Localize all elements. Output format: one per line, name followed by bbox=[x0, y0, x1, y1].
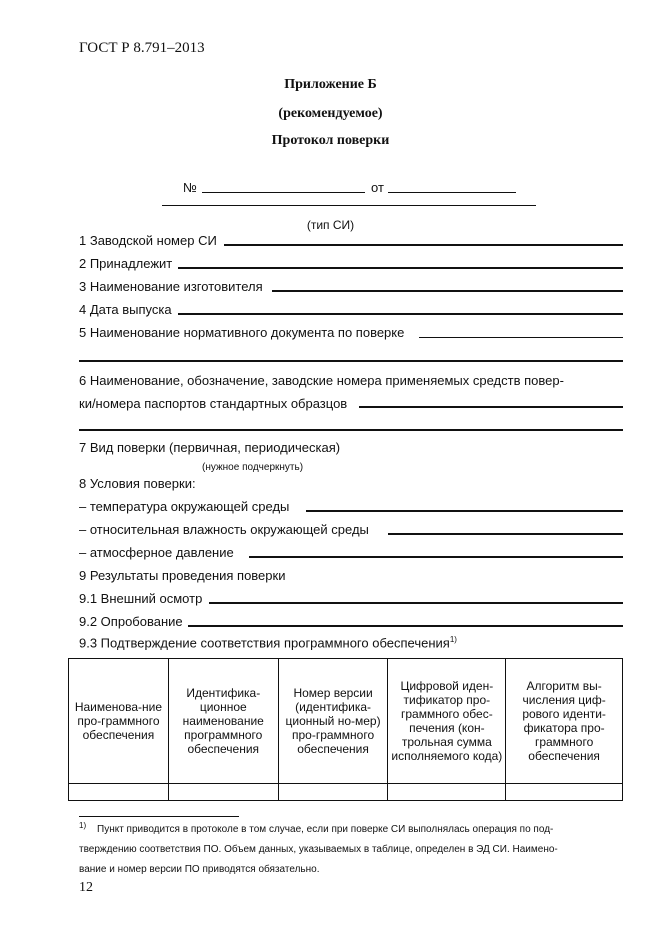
col-identification-name: Идентифика-ционное наименование программного обеспечения bbox=[168, 659, 278, 784]
standard-code: ГОСТ Р 8.791–2013 bbox=[79, 40, 205, 56]
footnote-marker: 1) bbox=[79, 821, 87, 830]
item-verification-type: 7 Вид поверки (первичная, периодическая) bbox=[79, 440, 341, 455]
footnote-line-2: тверждению соответствия ПО. Объем данных, указываемых в таблице, определен в ЭД СИ. Наимено- bbox=[79, 844, 558, 855]
manufacturer-field[interactable] bbox=[272, 290, 623, 292]
cell-identification-name[interactable] bbox=[168, 784, 278, 801]
release-date-field[interactable] bbox=[178, 313, 623, 315]
cell-digital-identifier[interactable] bbox=[388, 784, 506, 801]
footnote-line-3: вание и номер версии ПО приводятся обязательно. bbox=[79, 864, 320, 875]
protocol-heading: Протокол поверки bbox=[271, 133, 390, 148]
footnote-ref: 1) bbox=[449, 635, 457, 644]
cell-identifier-algorithm[interactable] bbox=[506, 784, 623, 801]
appendix-subtitle: (рекомендуемое) bbox=[278, 106, 383, 121]
pressure-field[interactable] bbox=[249, 556, 623, 558]
item-serial-number: 1 Заводской номер СИ bbox=[79, 233, 217, 248]
appendix-title: Приложение Б bbox=[284, 77, 377, 92]
footnote-line-1: Пункт приводится в протоколе в том случае, если при поверке СИ выполнялась операция по под- bbox=[97, 824, 554, 835]
cell-version-number[interactable] bbox=[278, 784, 388, 801]
item-results: 9 Результаты проведения поверки bbox=[79, 568, 286, 583]
number-field[interactable] bbox=[202, 192, 365, 193]
item-equipment-line1: 6 Наименование, обозначение, заводские номера применяемых средств повер- bbox=[79, 373, 564, 388]
item-equipment-line2: ки/номера паспортов стандартных образцов bbox=[79, 396, 348, 411]
col-software-name: Наименова-ние про-граммного обеспечения bbox=[69, 659, 169, 784]
number-label: № bbox=[183, 180, 197, 195]
item-manufacturer: 3 Наименование изготовителя bbox=[79, 279, 263, 294]
footnote-separator bbox=[79, 816, 239, 817]
si-type-field[interactable] bbox=[162, 205, 536, 206]
software-table bbox=[68, 658, 623, 801]
equipment-field-2[interactable] bbox=[79, 429, 623, 431]
item-conditions: 8 Условия поверки: bbox=[79, 476, 196, 491]
item-testing: 9.2 Опробование bbox=[79, 614, 183, 629]
serial-number-field[interactable] bbox=[224, 244, 623, 246]
item-software-confirmation bbox=[79, 635, 457, 650]
temperature-field[interactable] bbox=[306, 510, 623, 512]
testing-field[interactable] bbox=[188, 625, 623, 627]
owner-field[interactable] bbox=[178, 267, 623, 269]
item-owner: 2 Принадлежит bbox=[79, 256, 173, 271]
col-version-number: Номер версии (идентифика-ционный но-мер) про-граммного обеспечения bbox=[278, 659, 388, 784]
cell-software-name[interactable] bbox=[69, 784, 169, 801]
page-number: 12 bbox=[79, 880, 93, 895]
col-digital-identifier: Цифровой иден-тификатор про-граммного обес-печения (кон-трольная сумма исполняемого кода) bbox=[388, 659, 506, 784]
table-header-row bbox=[69, 659, 623, 784]
date-field[interactable] bbox=[388, 192, 516, 193]
col-identifier-algorithm: Алгоритм вы-числения циф-рового иденти-фикатора про-граммного обеспечения bbox=[506, 659, 623, 784]
item-normative-document: 5 Наименование нормативного документа по поверке bbox=[79, 325, 405, 340]
from-label: от bbox=[371, 180, 384, 195]
underline-hint: (нужное подчеркнуть) bbox=[202, 462, 304, 473]
item-release-date: 4 Дата выпуска bbox=[79, 302, 172, 317]
humidity-field[interactable] bbox=[388, 533, 623, 535]
item-visual-inspection: 9.1 Внешний осмотр bbox=[79, 591, 203, 606]
condition-pressure: – атмосферное давление bbox=[79, 545, 234, 560]
software-confirmation-label: 9.3 Подтверждение соответствия программного обеспечения bbox=[79, 635, 450, 651]
table-row bbox=[69, 784, 623, 801]
visual-inspection-field[interactable] bbox=[209, 602, 623, 604]
equipment-field[interactable] bbox=[359, 406, 623, 408]
condition-temperature: – температура окружающей среды bbox=[79, 499, 290, 514]
normative-document-field-2[interactable] bbox=[79, 360, 623, 362]
si-type-label: (тип СИ) bbox=[306, 218, 355, 232]
condition-humidity: – относительная влажность окружающей среды bbox=[79, 522, 369, 537]
normative-document-field[interactable] bbox=[419, 337, 623, 338]
